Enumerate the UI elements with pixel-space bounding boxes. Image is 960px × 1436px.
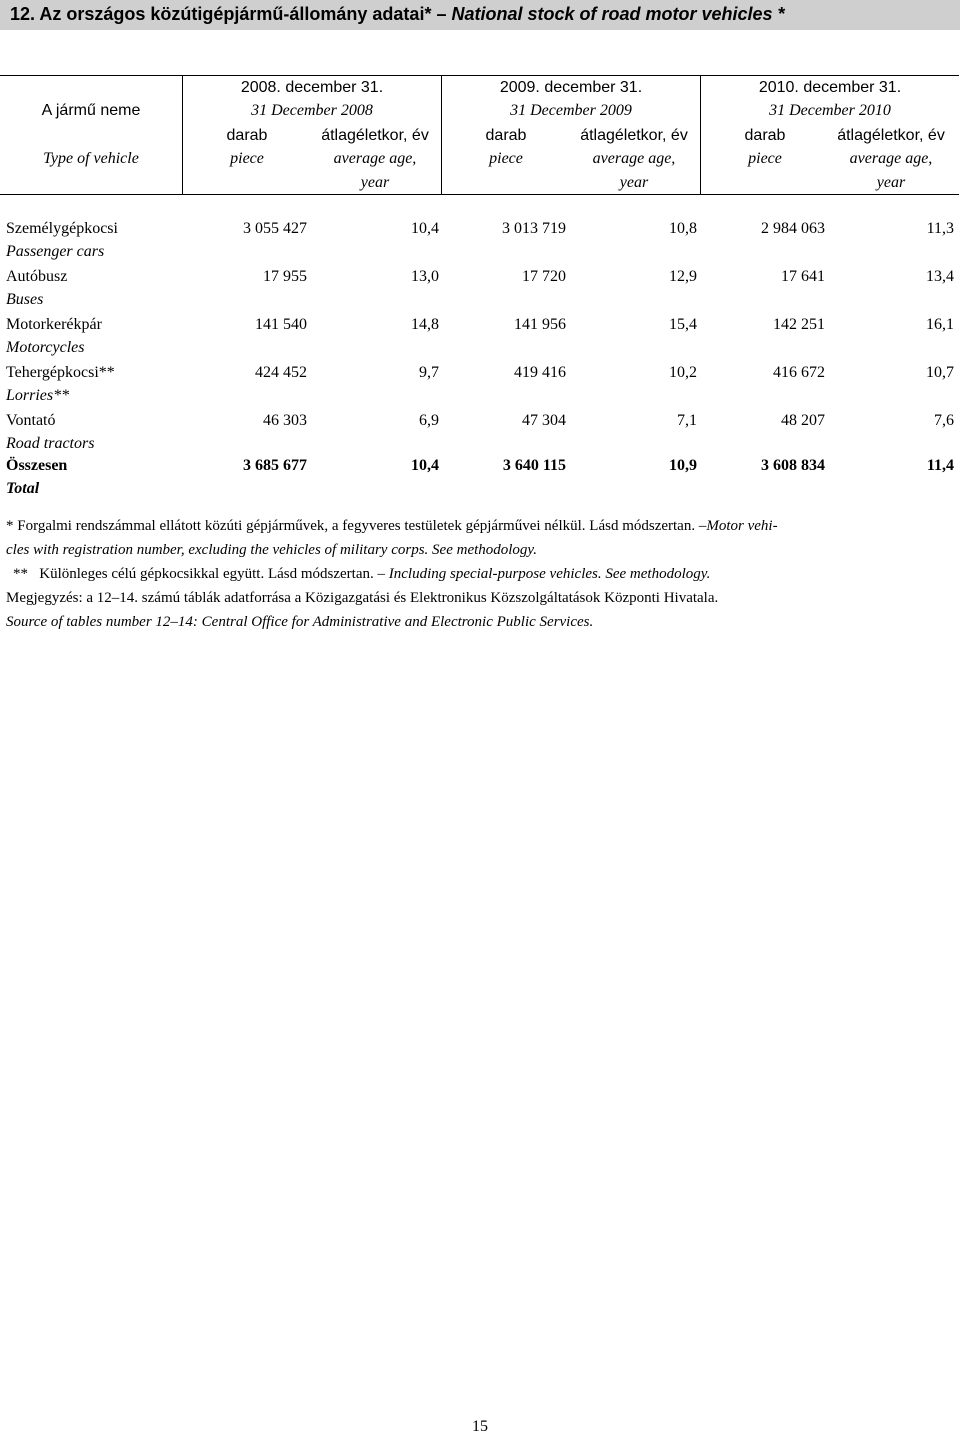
- page-number: 15: [472, 1418, 488, 1435]
- cell-age-2010: 10,7: [926, 364, 954, 381]
- footnote-2-hu: ** Különleges célú gépkocsikkal együtt. Lásd módszertan. –: [13, 566, 385, 582]
- cell-count-2009: 141 956: [514, 316, 566, 333]
- header-count-hu: darab: [485, 127, 527, 144]
- cell-age-2008: 6,9: [419, 412, 439, 429]
- header-age-hu: átlagéletkor, év: [580, 127, 688, 144]
- footnote-2: [6, 562, 946, 586]
- cell-count-2008: 3 055 427: [243, 220, 307, 237]
- cell-count-2009: 3 013 719: [502, 220, 566, 237]
- header-vehicle-hu: A jármű neme: [41, 102, 141, 119]
- header-year-hu: 2010. december 31.: [758, 79, 902, 96]
- footnote-1-en: Motor vehi-: [706, 518, 778, 534]
- header-year-en: 31 December 2008: [251, 102, 373, 119]
- row-label-hu: Összesen: [6, 457, 68, 474]
- footnote-1: [6, 514, 946, 538]
- cell-count-2009: 47 304: [522, 412, 566, 429]
- cell-age-2008: 14,8: [411, 316, 439, 333]
- table-title: [0, 0, 960, 30]
- cell-age-2008: 10,4: [411, 457, 439, 474]
- cell-count-2009: 419 416: [514, 364, 566, 381]
- header-age-en: average age,: [592, 150, 676, 167]
- cell-age-2009: 15,4: [669, 316, 697, 333]
- table-title-en: National stock of road motor vehicles *: [451, 4, 785, 24]
- cell-count-2008: 46 303: [263, 412, 307, 429]
- row-label-en: Lorries**: [6, 387, 70, 404]
- cell-count-2010: 48 207: [781, 412, 825, 429]
- header-count-en: piece: [489, 150, 523, 167]
- row-label-hu: Személygépkocsi: [6, 220, 118, 237]
- table-row: [0, 410, 959, 458]
- cell-age-2010: 11,3: [926, 220, 954, 237]
- cell-count-2010: 142 251: [773, 316, 825, 333]
- cell-count-2008: 141 540: [255, 316, 307, 333]
- header-count-hu: darab: [744, 127, 786, 144]
- table-row: [0, 362, 959, 410]
- cell-age-2009: 10,9: [669, 457, 697, 474]
- header-age-hu: átlagéletkor, év: [321, 127, 429, 144]
- row-label-en: Road tractors: [6, 435, 95, 452]
- table-row: [0, 314, 959, 362]
- footnotes: [6, 514, 946, 634]
- row-label-hu: Tehergépkocsi**: [6, 364, 115, 381]
- note-hu: Megjegyzés: a 12–14. számú táblák adatforrása a Közigazgatási és Elektronikus Közszolgáltatások Központi Hivatala.: [6, 590, 719, 606]
- header-vehicle-en: Type of vehicle: [43, 150, 139, 167]
- cell-count-2008: 3 685 677: [243, 457, 307, 474]
- cell-age-2010: 11,4: [926, 457, 954, 474]
- title-dash: –: [431, 4, 452, 24]
- table-row: [0, 266, 959, 314]
- cell-count-2009: 3 640 115: [502, 457, 566, 474]
- cell-count-2008: 17 955: [263, 268, 307, 285]
- table-header: [0, 75, 959, 195]
- note-en: Source of tables number 12–14: Central Office for Administrative and Electronic Public Services.: [6, 614, 594, 630]
- cell-age-2009: 10,8: [669, 220, 697, 237]
- cell-count-2010: 416 672: [773, 364, 825, 381]
- footnote-1-en-cont: cles with registration number, excluding the vehicles of military corps. See methodology.: [6, 542, 538, 558]
- cell-count-2010: 17 641: [781, 268, 825, 285]
- header-count-en: piece: [748, 150, 782, 167]
- cell-age-2008: 10,4: [411, 220, 439, 237]
- footnote-1-hu: * Forgalmi rendszámmal ellátott közúti gépjárművek, a fegyveres testületek gépjárművei nélkül. Lásd módszertan. –: [6, 518, 707, 534]
- header-age-en-unit: year: [360, 174, 390, 191]
- table-row-total: [0, 455, 959, 503]
- footnote-2-en: Including special-purpose vehicles. See methodology.: [388, 566, 711, 582]
- header-year-hu: 2008. december 31.: [240, 79, 384, 96]
- cell-age-2010: 13,4: [926, 268, 954, 285]
- row-label-hu: Autóbusz: [6, 268, 68, 285]
- row-label-en: Total: [6, 480, 40, 497]
- header-year-en: 31 December 2009: [510, 102, 632, 119]
- table-row: [0, 218, 959, 266]
- cell-age-2008: 13,0: [411, 268, 439, 285]
- table-title-hu: 12. Az országos közútigépjármű-állomány adatai*: [10, 4, 432, 24]
- row-label-en: Passenger cars: [6, 243, 105, 260]
- header-year-hu: 2009. december 31.: [499, 79, 643, 96]
- header-age-en-unit: year: [876, 174, 906, 191]
- row-label-hu: Motorkerékpár: [6, 316, 102, 333]
- cell-age-2010: 16,1: [926, 316, 954, 333]
- row-label-en: Motorcycles: [6, 339, 85, 356]
- cell-age-2009: 12,9: [669, 268, 697, 285]
- cell-age-2008: 9,7: [419, 364, 439, 381]
- cell-age-2009: 10,2: [669, 364, 697, 381]
- cell-count-2009: 17 720: [522, 268, 566, 285]
- cell-age-2010: 7,6: [934, 412, 954, 429]
- cell-count-2010: 2 984 063: [761, 220, 825, 237]
- row-label-en: Buses: [6, 291, 44, 308]
- cell-count-2008: 424 452: [255, 364, 307, 381]
- header-age-en-unit: year: [619, 174, 649, 191]
- row-label-hu: Vontató: [6, 412, 56, 429]
- header-age-en: average age,: [849, 150, 933, 167]
- cell-age-2009: 7,1: [677, 412, 697, 429]
- cell-count-2010: 3 608 834: [761, 457, 825, 474]
- header-age-hu: átlagéletkor, év: [837, 127, 945, 144]
- header-count-hu: darab: [226, 127, 268, 144]
- header-year-en: 31 December 2010: [769, 102, 891, 119]
- header-count-en: piece: [230, 150, 264, 167]
- header-age-en: average age,: [333, 150, 417, 167]
